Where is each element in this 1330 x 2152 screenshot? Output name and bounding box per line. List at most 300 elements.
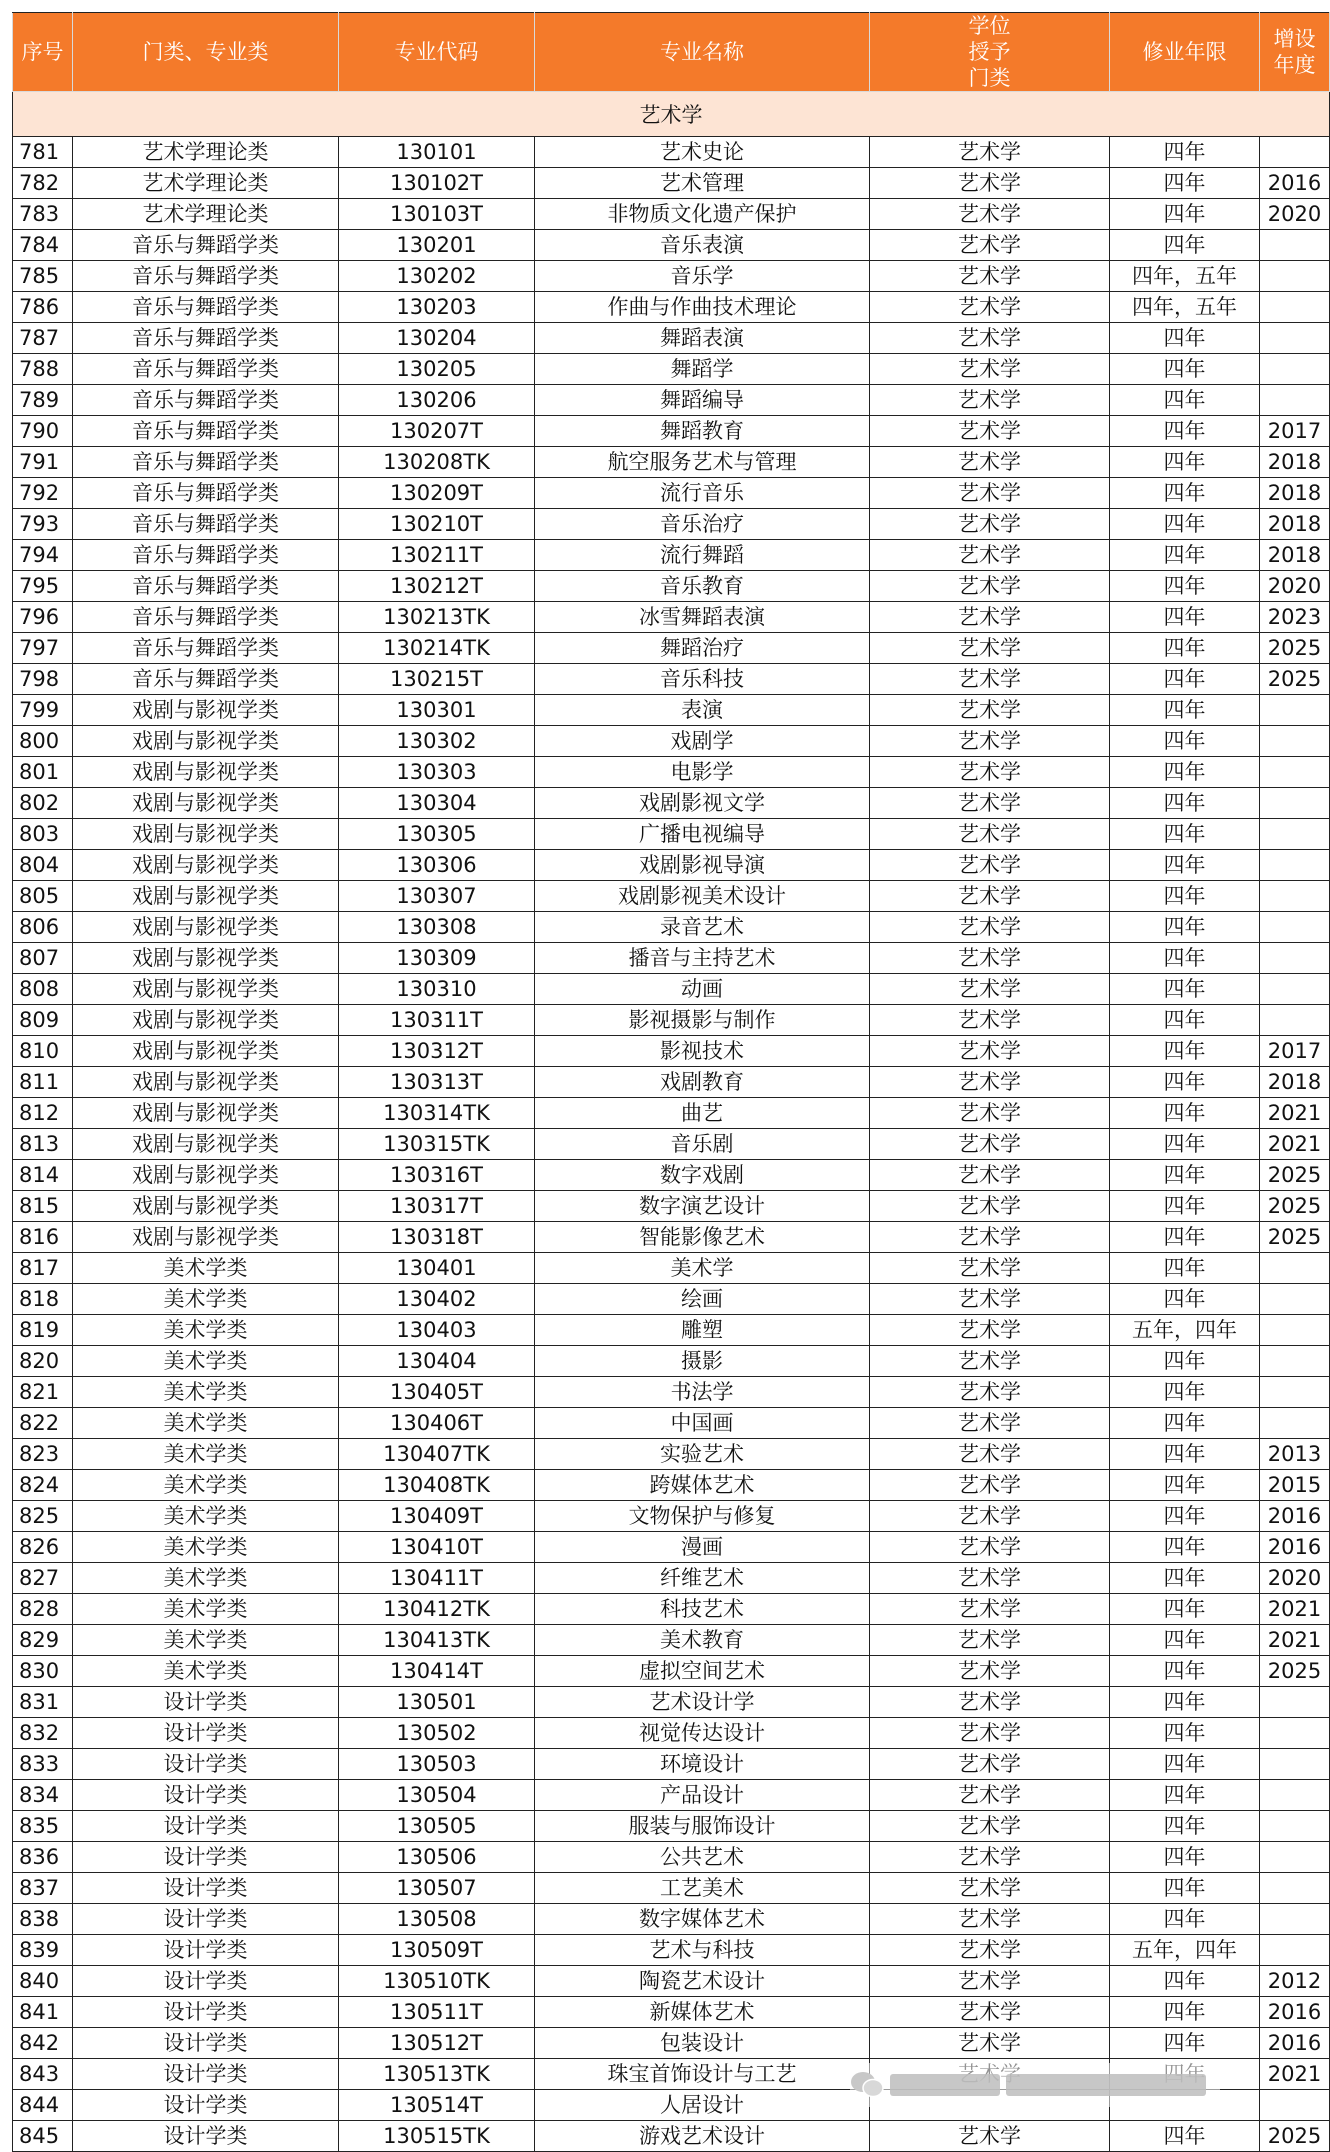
cell-year-added bbox=[1260, 1842, 1330, 1873]
cell-category: 戏剧与影视学类 bbox=[73, 726, 339, 757]
cell-degree: 艺术学 bbox=[870, 168, 1110, 199]
cell-degree: 艺术学 bbox=[870, 664, 1110, 695]
wechat-icon bbox=[850, 2070, 884, 2100]
cell-code: 130407TK bbox=[339, 1439, 535, 1470]
cell-category: 戏剧与影视学类 bbox=[73, 1098, 339, 1129]
cell-index: 814 bbox=[13, 1160, 73, 1191]
cell-category: 音乐与舞蹈学类 bbox=[73, 447, 339, 478]
cell-degree: 艺术学 bbox=[870, 571, 1110, 602]
cell-degree: 艺术学 bbox=[870, 1253, 1110, 1284]
cell-code: 130301 bbox=[339, 695, 535, 726]
cell-degree: 艺术学 bbox=[870, 478, 1110, 509]
cell-degree: 艺术学 bbox=[870, 695, 1110, 726]
cell-index: 836 bbox=[13, 1842, 73, 1873]
cell-category: 戏剧与影视学类 bbox=[73, 788, 339, 819]
table-row bbox=[13, 540, 1330, 571]
cell-year-added bbox=[1260, 757, 1330, 788]
cell-year-added: 2016 bbox=[1260, 1501, 1330, 1532]
cell-category: 美术学类 bbox=[73, 1501, 339, 1532]
cell-code: 130204 bbox=[339, 323, 535, 354]
cell-category: 设计学类 bbox=[73, 2059, 339, 2090]
cell-index: 843 bbox=[13, 2059, 73, 2090]
cell-degree: 艺术学 bbox=[870, 943, 1110, 974]
cell-index: 795 bbox=[13, 571, 73, 602]
cell-code: 130405T bbox=[339, 1377, 535, 1408]
cell-code: 130401 bbox=[339, 1253, 535, 1284]
cell-duration: 四年 bbox=[1110, 1532, 1260, 1563]
cell-year-added bbox=[1260, 695, 1330, 726]
cell-degree: 艺术学 bbox=[870, 1873, 1110, 1904]
cell-category: 美术学类 bbox=[73, 1346, 339, 1377]
cell-category: 美术学类 bbox=[73, 1408, 339, 1439]
cell-name: 视觉传达设计 bbox=[535, 1718, 870, 1749]
cell-category: 戏剧与影视学类 bbox=[73, 1067, 339, 1098]
cell-category: 设计学类 bbox=[73, 1780, 339, 1811]
cell-name: 舞蹈学 bbox=[535, 354, 870, 385]
cell-degree: 艺术学 bbox=[870, 881, 1110, 912]
cell-name: 摄影 bbox=[535, 1346, 870, 1377]
table-row bbox=[13, 788, 1330, 819]
table-row bbox=[13, 261, 1330, 292]
cell-name: 美术教育 bbox=[535, 1625, 870, 1656]
cell-code: 130515TK bbox=[339, 2121, 535, 2152]
cell-name: 流行舞蹈 bbox=[535, 540, 870, 571]
cell-year-added: 2021 bbox=[1260, 1594, 1330, 1625]
cell-index: 806 bbox=[13, 912, 73, 943]
table-row bbox=[13, 1346, 1330, 1377]
cell-index: 805 bbox=[13, 881, 73, 912]
table-row bbox=[13, 2121, 1330, 2152]
cell-name: 艺术设计学 bbox=[535, 1687, 870, 1718]
table-row bbox=[13, 2028, 1330, 2059]
cell-year-added: 2020 bbox=[1260, 1563, 1330, 1594]
cell-year-added bbox=[1260, 1873, 1330, 1904]
cell-index: 783 bbox=[13, 199, 73, 230]
cell-category: 美术学类 bbox=[73, 1656, 339, 1687]
cell-index: 842 bbox=[13, 2028, 73, 2059]
table-row bbox=[13, 1129, 1330, 1160]
cell-code: 130408TK bbox=[339, 1470, 535, 1501]
cell-name: 中国画 bbox=[535, 1408, 870, 1439]
cell-duration: 四年 bbox=[1110, 354, 1260, 385]
cell-duration: 四年 bbox=[1110, 2028, 1260, 2059]
cell-degree: 艺术学 bbox=[870, 1997, 1110, 2028]
cell-degree: 艺术学 bbox=[870, 509, 1110, 540]
cell-code: 130511T bbox=[339, 1997, 535, 2028]
cell-code: 130206 bbox=[339, 385, 535, 416]
cell-category: 音乐与舞蹈学类 bbox=[73, 354, 339, 385]
header-year-added: 增设年度 bbox=[1260, 13, 1330, 92]
cell-degree: 艺术学 bbox=[870, 788, 1110, 819]
cell-year-added: 2017 bbox=[1260, 1036, 1330, 1067]
cell-index: 833 bbox=[13, 1749, 73, 1780]
cell-duration: 四年 bbox=[1110, 447, 1260, 478]
table-row bbox=[13, 633, 1330, 664]
cell-degree: 艺术学 bbox=[870, 1935, 1110, 1966]
cell-index: 840 bbox=[13, 1966, 73, 1997]
cell-name: 戏剧影视美术设计 bbox=[535, 881, 870, 912]
cell-name: 珠宝首饰设计与工艺 bbox=[535, 2059, 870, 2090]
cell-degree: 艺术学 bbox=[870, 137, 1110, 168]
table-row bbox=[13, 230, 1330, 261]
cell-code: 130307 bbox=[339, 881, 535, 912]
cell-degree: 艺术学 bbox=[870, 447, 1110, 478]
cell-degree: 艺术学 bbox=[870, 354, 1110, 385]
cell-category: 戏剧与影视学类 bbox=[73, 1160, 339, 1191]
cell-year-added: 2025 bbox=[1260, 1222, 1330, 1253]
cell-degree: 艺术学 bbox=[870, 1501, 1110, 1532]
cell-code: 130514T bbox=[339, 2090, 535, 2121]
table-row bbox=[13, 1780, 1330, 1811]
table-row bbox=[13, 509, 1330, 540]
cell-name: 音乐表演 bbox=[535, 230, 870, 261]
cell-duration: 四年 bbox=[1110, 726, 1260, 757]
cell-degree: 艺术学 bbox=[870, 292, 1110, 323]
cell-degree: 艺术学 bbox=[870, 602, 1110, 633]
header-name: 专业名称 bbox=[535, 13, 870, 92]
cell-category: 美术学类 bbox=[73, 1563, 339, 1594]
watermark-id-blur bbox=[1006, 2074, 1206, 2096]
cell-degree: 艺术学 bbox=[870, 1005, 1110, 1036]
cell-degree: 艺术学 bbox=[870, 1749, 1110, 1780]
cell-duration: 四年 bbox=[1110, 1222, 1260, 1253]
cell-degree: 艺术学 bbox=[870, 230, 1110, 261]
cell-duration: 四年 bbox=[1110, 1749, 1260, 1780]
cell-category: 设计学类 bbox=[73, 2121, 339, 2152]
cell-duration: 四年 bbox=[1110, 2121, 1260, 2152]
cell-year-added: 2021 bbox=[1260, 1098, 1330, 1129]
cell-duration: 四年 bbox=[1110, 850, 1260, 881]
cell-degree: 艺术学 bbox=[870, 633, 1110, 664]
cell-duration: 四年 bbox=[1110, 912, 1260, 943]
cell-duration: 四年 bbox=[1110, 1160, 1260, 1191]
cell-code: 130101 bbox=[339, 137, 535, 168]
cell-category: 音乐与舞蹈学类 bbox=[73, 230, 339, 261]
cell-year-added: 2021 bbox=[1260, 1625, 1330, 1656]
cell-name: 非物质文化遗产保护 bbox=[535, 199, 870, 230]
header-duration: 修业年限 bbox=[1110, 13, 1260, 92]
cell-duration: 四年 bbox=[1110, 1346, 1260, 1377]
table-row bbox=[13, 1873, 1330, 1904]
table-row bbox=[13, 1718, 1330, 1749]
table-row bbox=[13, 1687, 1330, 1718]
cell-category: 戏剧与影视学类 bbox=[73, 881, 339, 912]
cell-category: 美术学类 bbox=[73, 1532, 339, 1563]
cell-year-added bbox=[1260, 1346, 1330, 1377]
table-row bbox=[13, 1067, 1330, 1098]
cell-index: 815 bbox=[13, 1191, 73, 1222]
cell-index: 845 bbox=[13, 2121, 73, 2152]
cell-year-added bbox=[1260, 881, 1330, 912]
cell-duration: 四年，五年 bbox=[1110, 292, 1260, 323]
cell-index: 794 bbox=[13, 540, 73, 571]
cell-code: 130308 bbox=[339, 912, 535, 943]
cell-duration: 四年 bbox=[1110, 1966, 1260, 1997]
cell-degree: 艺术学 bbox=[870, 1625, 1110, 1656]
cell-degree: 艺术学 bbox=[870, 261, 1110, 292]
table-row bbox=[13, 819, 1330, 850]
cell-duration: 四年 bbox=[1110, 1067, 1260, 1098]
cell-code: 130413TK bbox=[339, 1625, 535, 1656]
cell-index: 793 bbox=[13, 509, 73, 540]
cell-duration: 四年 bbox=[1110, 540, 1260, 571]
cell-year-added: 2025 bbox=[1260, 1160, 1330, 1191]
cell-category: 音乐与舞蹈学类 bbox=[73, 416, 339, 447]
cell-name: 人居设计 bbox=[535, 2090, 870, 2121]
cell-code: 130201 bbox=[339, 230, 535, 261]
cell-index: 787 bbox=[13, 323, 73, 354]
cell-category: 设计学类 bbox=[73, 1873, 339, 1904]
table-row bbox=[13, 1315, 1330, 1346]
cell-code: 130512T bbox=[339, 2028, 535, 2059]
cell-index: 820 bbox=[13, 1346, 73, 1377]
cell-year-added bbox=[1260, 354, 1330, 385]
cell-degree: 艺术学 bbox=[870, 199, 1110, 230]
cell-index: 827 bbox=[13, 1563, 73, 1594]
cell-duration: 四年 bbox=[1110, 1501, 1260, 1532]
table-row bbox=[13, 1408, 1330, 1439]
table-row bbox=[13, 1811, 1330, 1842]
cell-code: 130414T bbox=[339, 1656, 535, 1687]
cell-name: 数字戏剧 bbox=[535, 1160, 870, 1191]
cell-duration: 四年 bbox=[1110, 478, 1260, 509]
cell-category: 戏剧与影视学类 bbox=[73, 1191, 339, 1222]
table-row bbox=[13, 1284, 1330, 1315]
cell-name: 动画 bbox=[535, 974, 870, 1005]
table-row bbox=[13, 1842, 1330, 1873]
cell-degree: 艺术学 bbox=[870, 1811, 1110, 1842]
table-row bbox=[13, 1253, 1330, 1284]
cell-duration: 四年 bbox=[1110, 1873, 1260, 1904]
cell-duration: 四年 bbox=[1110, 137, 1260, 168]
cell-index: 826 bbox=[13, 1532, 73, 1563]
cell-category: 戏剧与影视学类 bbox=[73, 695, 339, 726]
cell-year-added bbox=[1260, 261, 1330, 292]
cell-category: 艺术学理论类 bbox=[73, 137, 339, 168]
cell-name: 作曲与作曲技术理论 bbox=[535, 292, 870, 323]
cell-category: 戏剧与影视学类 bbox=[73, 974, 339, 1005]
cell-year-added: 2018 bbox=[1260, 1067, 1330, 1098]
cell-category: 音乐与舞蹈学类 bbox=[73, 540, 339, 571]
cell-index: 819 bbox=[13, 1315, 73, 1346]
cell-index: 811 bbox=[13, 1067, 73, 1098]
cell-name: 航空服务艺术与管理 bbox=[535, 447, 870, 478]
cell-code: 130402 bbox=[339, 1284, 535, 1315]
cell-degree: 艺术学 bbox=[870, 2028, 1110, 2059]
cell-year-added: 2023 bbox=[1260, 602, 1330, 633]
cell-duration: 四年 bbox=[1110, 1284, 1260, 1315]
cell-name: 美术学 bbox=[535, 1253, 870, 1284]
table-header bbox=[13, 13, 1330, 92]
table-row bbox=[13, 137, 1330, 168]
cell-index: 798 bbox=[13, 664, 73, 695]
cell-year-added: 2025 bbox=[1260, 1656, 1330, 1687]
cell-name: 工艺美术 bbox=[535, 1873, 870, 1904]
cell-degree: 艺术学 bbox=[870, 1563, 1110, 1594]
cell-degree: 艺术学 bbox=[870, 1191, 1110, 1222]
cell-code: 130507 bbox=[339, 1873, 535, 1904]
watermark-name-blur bbox=[890, 2074, 1000, 2096]
cell-name: 音乐学 bbox=[535, 261, 870, 292]
cell-year-added bbox=[1260, 1253, 1330, 1284]
cell-index: 816 bbox=[13, 1222, 73, 1253]
cell-name: 游戏艺术设计 bbox=[535, 2121, 870, 2152]
cell-year-added bbox=[1260, 1935, 1330, 1966]
cell-name: 艺术管理 bbox=[535, 168, 870, 199]
table-row bbox=[13, 1439, 1330, 1470]
cell-name: 音乐教育 bbox=[535, 571, 870, 602]
cell-year-added bbox=[1260, 1005, 1330, 1036]
table-row bbox=[13, 1532, 1330, 1563]
cell-year-added: 2025 bbox=[1260, 664, 1330, 695]
cell-code: 130214TK bbox=[339, 633, 535, 664]
cell-index: 830 bbox=[13, 1656, 73, 1687]
cell-index: 782 bbox=[13, 168, 73, 199]
cell-code: 130311T bbox=[339, 1005, 535, 1036]
cell-name: 文物保护与修复 bbox=[535, 1501, 870, 1532]
cell-duration: 四年 bbox=[1110, 1377, 1260, 1408]
cell-name: 影视摄影与制作 bbox=[535, 1005, 870, 1036]
table-row bbox=[13, 912, 1330, 943]
cell-category: 美术学类 bbox=[73, 1594, 339, 1625]
cell-index: 796 bbox=[13, 602, 73, 633]
table-row bbox=[13, 1935, 1330, 1966]
cell-index: 785 bbox=[13, 261, 73, 292]
cell-duration: 四年 bbox=[1110, 1656, 1260, 1687]
cell-index: 791 bbox=[13, 447, 73, 478]
cell-code: 130212T bbox=[339, 571, 535, 602]
cell-category: 美术学类 bbox=[73, 1253, 339, 1284]
cell-index: 829 bbox=[13, 1625, 73, 1656]
cell-duration: 四年 bbox=[1110, 1005, 1260, 1036]
cell-code: 130103T bbox=[339, 199, 535, 230]
cell-index: 790 bbox=[13, 416, 73, 447]
cell-duration: 四年 bbox=[1110, 1780, 1260, 1811]
cell-duration: 四年 bbox=[1110, 230, 1260, 261]
cell-duration: 四年 bbox=[1110, 1997, 1260, 2028]
cell-category: 美术学类 bbox=[73, 1439, 339, 1470]
cell-code: 130316T bbox=[339, 1160, 535, 1191]
cell-category: 美术学类 bbox=[73, 1625, 339, 1656]
cell-year-added: 2021 bbox=[1260, 2059, 1330, 2090]
cell-index: 838 bbox=[13, 1904, 73, 1935]
cell-code: 130312T bbox=[339, 1036, 535, 1067]
cell-duration: 四年 bbox=[1110, 199, 1260, 230]
cell-category: 音乐与舞蹈学类 bbox=[73, 478, 339, 509]
table-row bbox=[13, 1501, 1330, 1532]
cell-name: 环境设计 bbox=[535, 1749, 870, 1780]
table-row bbox=[13, 1966, 1330, 1997]
cell-index: 822 bbox=[13, 1408, 73, 1439]
cell-duration: 四年 bbox=[1110, 664, 1260, 695]
cell-year-added: 2018 bbox=[1260, 509, 1330, 540]
cell-name: 流行音乐 bbox=[535, 478, 870, 509]
cell-duration: 四年 bbox=[1110, 1098, 1260, 1129]
cell-duration: 四年 bbox=[1110, 571, 1260, 602]
table-row bbox=[13, 1904, 1330, 1935]
cell-degree: 艺术学 bbox=[870, 1532, 1110, 1563]
cell-code: 130508 bbox=[339, 1904, 535, 1935]
cell-year-added: 2015 bbox=[1260, 1470, 1330, 1501]
cell-duration: 四年 bbox=[1110, 602, 1260, 633]
cell-duration: 五年，四年 bbox=[1110, 1315, 1260, 1346]
cell-category: 美术学类 bbox=[73, 1284, 339, 1315]
cell-name: 产品设计 bbox=[535, 1780, 870, 1811]
cell-degree: 艺术学 bbox=[870, 1222, 1110, 1253]
cell-category: 美术学类 bbox=[73, 1470, 339, 1501]
cell-year-added bbox=[1260, 850, 1330, 881]
cell-degree: 艺术学 bbox=[870, 1408, 1110, 1439]
cell-degree: 艺术学 bbox=[870, 819, 1110, 850]
cell-degree: 艺术学 bbox=[870, 1067, 1110, 1098]
cell-index: 841 bbox=[13, 1997, 73, 2028]
cell-year-added: 2018 bbox=[1260, 540, 1330, 571]
cell-code: 130205 bbox=[339, 354, 535, 385]
cell-category: 戏剧与影视学类 bbox=[73, 850, 339, 881]
cell-index: 781 bbox=[13, 137, 73, 168]
cell-year-added bbox=[1260, 1377, 1330, 1408]
cell-duration: 四年 bbox=[1110, 168, 1260, 199]
cell-index: 824 bbox=[13, 1470, 73, 1501]
cell-index: 812 bbox=[13, 1098, 73, 1129]
cell-index: 823 bbox=[13, 1439, 73, 1470]
cell-index: 831 bbox=[13, 1687, 73, 1718]
cell-code: 130502 bbox=[339, 1718, 535, 1749]
cell-degree: 艺术学 bbox=[870, 1780, 1110, 1811]
cell-degree: 艺术学 bbox=[870, 1036, 1110, 1067]
cell-code: 130310 bbox=[339, 974, 535, 1005]
cell-code: 130510TK bbox=[339, 1966, 535, 1997]
table-row bbox=[13, 1191, 1330, 1222]
cell-index: 786 bbox=[13, 292, 73, 323]
cell-degree: 艺术学 bbox=[870, 1315, 1110, 1346]
header-code: 专业代码 bbox=[339, 13, 535, 92]
cell-code: 130315TK bbox=[339, 1129, 535, 1160]
cell-category: 音乐与舞蹈学类 bbox=[73, 261, 339, 292]
table-row bbox=[13, 1594, 1330, 1625]
section-title: 艺术学 bbox=[13, 92, 1330, 137]
cell-code: 130213TK bbox=[339, 602, 535, 633]
cell-duration: 四年 bbox=[1110, 1718, 1260, 1749]
cell-code: 130314TK bbox=[339, 1098, 535, 1129]
cell-year-added: 2025 bbox=[1260, 2121, 1330, 2152]
cell-year-added bbox=[1260, 819, 1330, 850]
cell-duration: 四年 bbox=[1110, 323, 1260, 354]
cell-category: 音乐与舞蹈学类 bbox=[73, 509, 339, 540]
cell-degree: 艺术学 bbox=[870, 1129, 1110, 1160]
cell-name: 戏剧教育 bbox=[535, 1067, 870, 1098]
cell-degree: 艺术学 bbox=[870, 850, 1110, 881]
cell-name: 冰雪舞蹈表演 bbox=[535, 602, 870, 633]
cell-year-added bbox=[1260, 230, 1330, 261]
cell-duration: 四年 bbox=[1110, 1036, 1260, 1067]
table-row bbox=[13, 1563, 1330, 1594]
cell-category: 音乐与舞蹈学类 bbox=[73, 292, 339, 323]
table-row bbox=[13, 757, 1330, 788]
table-row bbox=[13, 385, 1330, 416]
cell-duration: 四年 bbox=[1110, 1408, 1260, 1439]
cell-duration: 四年 bbox=[1110, 1594, 1260, 1625]
cell-duration: 四年 bbox=[1110, 385, 1260, 416]
cell-name: 表演 bbox=[535, 695, 870, 726]
cell-year-added: 2012 bbox=[1260, 1966, 1330, 1997]
cell-degree: 艺术学 bbox=[870, 2121, 1110, 2152]
cell-degree: 艺术学 bbox=[870, 1718, 1110, 1749]
table-row bbox=[13, 1997, 1330, 2028]
cell-year-added: 2020 bbox=[1260, 571, 1330, 602]
cell-name: 音乐治疗 bbox=[535, 509, 870, 540]
cell-index: 834 bbox=[13, 1780, 73, 1811]
